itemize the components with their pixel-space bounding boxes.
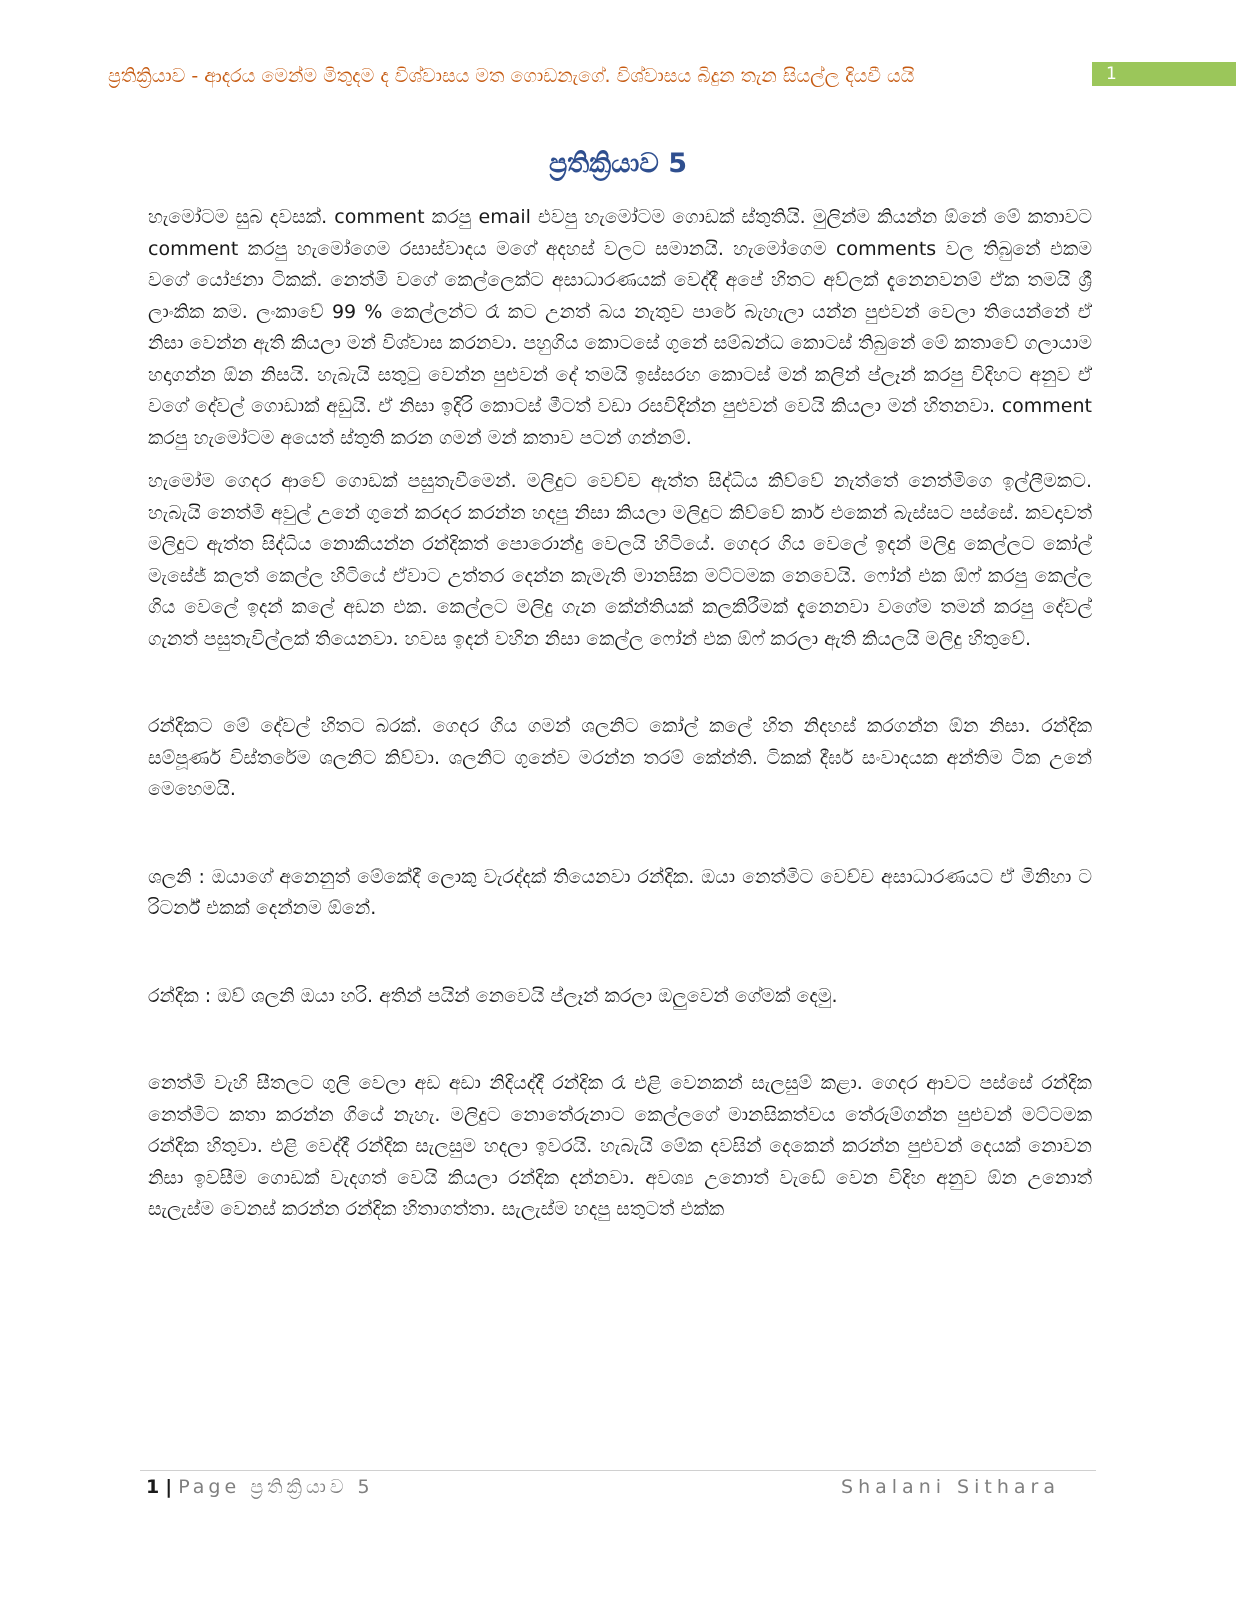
running-header-title [108,62,1068,90]
footer-author: Shalani Sithara [841,1476,1060,1498]
header-title-rest: - ආදරය මෙන්ම මිතුදම ද විශ්වාසය මත ගොඩනැගේ. විශ්වාසය බිදුන තැන සියල්ල දියවී යයි [185,65,915,87]
paragraph-story-1: හැමෝම ගෙදර ආවේ ගොඩක් පසුතැවීමෙන්. මලිදුට වෙච්ච ඇත්ත සිද්ධිය කිව්වේ නැත්තේ නෙත්මිගෙ ඉල්ලීමකට. හැබැයි නෙත්මි අවුල් උනේ ගුනේ කරදර කරන්න හදපු නිසා කියලා මලිදුට කිව්වේ කාර් එකෙන් බැස්සට පස්සේ. කවදාවත් මලිදුට ඇත්ත සිද්ධිය නොකියන්න රන්දිකත් පොරොන්දු වෙලයි හිටියේ. ගෙදර ගිය වෙලේ ඉදන් මලිදු කෙල්ලට කෝල් මැසේජ් කලත් කෙල්ල හිටියේ ඒවාට උත්තර දෙන්න කැමැති මානසික මට්ටමක නෙවෙයි. ෆෝන් එක ඕෆ් කරපු කෙල්ල ගිය වෙලේ ඉදන් කලේ අඩන එක. කෙල්ලට මලිදු ගැන කේන්තියක් කලකිරීමක් දැනෙනවා වගේම තමන් කරපු දේවල් ගැනත් පසුතැවිල්ලක් තියෙනවා. හවස ඉදන් වහින නිසා කෙල්ල ෆෝන් එක ඕෆ් කරලා ඇති කියලයි මලිදු හිතුවේ. [148,470,1092,650]
paragraph-story-2: රන්දිකට මේ දේවල් හිතට බරක්. ගෙදර ගිය ගමන් ශලනිට කෝල් කලේ හිත නිදහස් කරගන්න ඕන නිසා. රන්දික සම්පූර්ණ විස්තරේම ශලනිට කිව්වා. ශලනිට ගුනේව මරන්න තරම් කේන්ති. ටිකක් දීර්ඝ සංවාදයක අන්තිම ටික උනේ මෙහෙමයි. [148,715,1092,800]
dialogue-line-randika: රන්දික : ඔව් ශලනි ඔයා හරි. අතින් පයින් නෙවෙයි ප්ලෑන් කරලා ඔලුවෙන් ගේමක් දෙමු. [148,984,838,1007]
paragraph-story-3: නෙත්මි වැහි සීතලට ගුලි වෙලා අඩ අඩා නිදියද්දී රන්දික රෑ එළි වෙනකන් සැලසුම් කළා. ගෙදර ආවට පස්සේ රන්දික නෙත්මිට කතා කරන්න ගියේ නැහැ. මලිදුට නොතේරුනාට කෙල්ලගේ මානසිකත්වය තේරුම්ගන්න පුළුවන් මට්ටමක රන්දික හිතුවා. එළි වෙද්දී රන්දික සැලසුම හදලා ඉවරයි. හැබැයි මේක දවසින් දෙකෙන් කරන්න පුළුවන් දෙයක් නොවන නිසා ඉවසීම ගොඩක් වැදගත් වෙයි කියලා රන්දික දන්නවා. අවශ්‍ය උනොත් වැඩේ වෙන විදිහ අනුව ඕන උනොත් සැලැස්ම වෙනස් කරන්න රන්දික හිතාගත්තා. සැලැස්ම හදපු සතුටත් එක්ක [148,1072,1092,1220]
footer-divider [140,1470,1096,1471]
header-page-number-badge: 1 [1092,62,1236,86]
footer-page-number: 1 [146,1476,160,1498]
header-title-lead: ප්‍රතික්‍රියාව [108,65,186,87]
paragraph-intro: හැමෝටම සුබ දවසක්. comment කරපු email එවපු හැමෝටම ගොඩක් ස්තුතියි. මුලින්ම කියන්න ඕනේ මේ කතාවට comment කරපු හැමෝගෙම රසාස්වාදය මගේ අදහස් වලට සමානයි. හැමෝගෙම comments වල තිබුනේ එකම වගේ යෝජනා ටිකක්. නෙත්මි වගේ කෙල්ලෙක්ට අසාධාරණයක් වෙද්දී අපේ හිතට අව්ලක් දැනෙනවනම් ඒක තමයි ශ්‍රී ලාංකික කම. ලංකාවේ 99 % කෙල්ලන්ට රෑ කට උනත් බය නැතුව පාරේ බැහැලා යන්න පුළුවන් වෙලා තියෙන්නේ ඒ නිසා වෙන්න ඇති කියලා මන් විශ්වාස කරනවා. පහුගිය කොටසේ ගුනේ සම්බන්ධ කොටස් තිබුනේ මේ කතාවේ ගලායාම හදාගන්න ඕන නිසයි. හැබැයි සතුටු වෙන්න පුළුවන් දේ තමයි ඉස්සරහ කොටස් මන් කලින් ප්ලෑන් කරපු විදිහට අනුව ඒ වගේ දේවල් ගොඩාක් අඩුයි. ඒ නිසා ඉදිරි කොටස් මීටත් වඩා රසවිදින්න පුළුවන් වෙයි කියලා මන් හිතනවා. comment කරපු හැමෝටම අයෙත් ස්තුති කරන ගමන් මන් කතාව පටන් ගන්නම්. [148,206,1092,449]
dialogue-line-shalani: ශලනි : ඔයාගේ අනෙනුත් මේකේදී ලොකු වැරද්දක් තියෙනවා රන්දික. ඔයා නෙත්මිට වෙච්ච අසාධාරණයට ඒ මිනිහා ට රිටර්න් එකක් දෙන්නම ඕනේ. [148,865,1092,919]
footer-page-info [146,1476,374,1498]
document-body [148,202,1092,1226]
footer-separator: | [165,1476,173,1498]
document-title: ප්‍රතික්‍රියාව 5 [548,148,688,179]
footer-page-label: Page ප්‍රතික්‍රියාව 5 [178,1476,374,1498]
